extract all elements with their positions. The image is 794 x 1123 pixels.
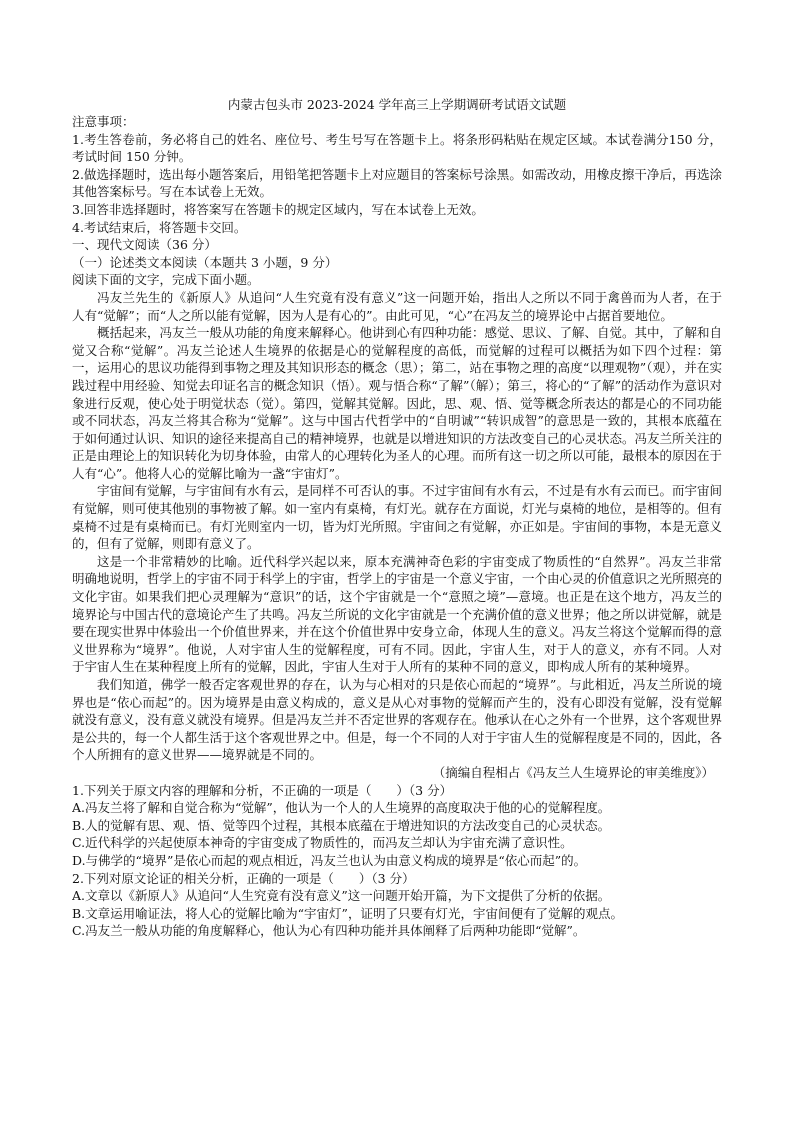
notice-item-1: 1.考生答卷前，务必将自己的姓名、座位号、考生号写在答题卡上。将条形码粘贴在规定区域。本试卷满分150 分，考试时间 150 分钟。 — [72, 131, 722, 165]
passage-paragraph-2: 概括起来，冯友兰一般从功能的角度来解释心。他讲到心有四种功能：感觉、思议、了解、自觉。其中，了解和自觉又合称“觉解”。冯友兰论述人生境界的依据是心的觉解程度的高低，而觉解的过程可以概括为如下四个过程：第一，运用心的思议功能得到事物之理及其知识形态的概念（思）；第二，站在事物之理的高度“以理观物”（观），并在实践过程中用经验、知觉去印证名言的概念知识（悟）。观与悟合称“了解”（解）；第三，将心的“了解”的活动作为意识对象进行反观，使心处于明觉状态（觉）。第四，觉解其觉解。因此，思、观、悟、觉等概念所表达的都是心的不同功能或不同状态，冯友兰将其合称为“觉解”。这与中国古代哲学中的“自明诚”“转识成智”的意思是一致的，其根本底蕴在于如何通过认识、知识的途径来提高自己的精神境界，也就是以增进知识的方法改变自己的心灵状态。冯友兰所关注的正是由理论上的知识转化为切身体验，由常人的心理转化为圣人的心理。而所有这一切之所以可能，最根本的原因在于人有“心”。他将人心的觉解比喻为一盏“宇宙灯”。 — [72, 325, 723, 481]
passage-source: （摘编自程相占《冯友兰人生境界论的审美维度》） — [432, 764, 714, 780]
question-2-option-a: A.文章以《新原人》从追问“人生究竟有没有意义”这一问题开始开篇，为下文提供了分析的依据。 — [72, 888, 611, 904]
notice-item-4: 4.考试结束后，将答题卡交回。 — [72, 219, 247, 235]
notice-heading: 注意事项： — [72, 114, 135, 129]
question-2-stem: 2.下列对原文论证的相关分析，正确的一项是（ ）（3 分） — [72, 870, 415, 886]
question-2-option-b: B.文章运用喻证法，将人心的觉解比喻为“宇宙灯”，证明了只要有灯光，宇宙间便有了觉解的观点。 — [72, 905, 623, 921]
notice-item-3: 3.回答非选择题时，将答案写在答题卡的规定区域内，写在本试卷上无效。 — [72, 201, 484, 217]
question-1-option-a: A.冯友兰将了解和自觉合称为“觉解”，他认为一个人的人生境界的高度取决于他的心的觉解程度。 — [72, 800, 611, 816]
passage-paragraph-4: 这是一个非常精妙的比喻。近代科学兴起以来，原本充满神奇色彩的宇宙变成了物质性的“自然界”。冯友兰非常明确地说明，哲学上的宇宙不同于科学上的宇宙，哲学上的宇宙是一个意义宇宙，一个由心灵的价值意识之光所照亮的文化宇宙。如果我们把心灵理解为“意识”的话，这个宇宙就是一个“意照之境”—意境。也正是在这个地方，冯友兰的境界论与中国古代的意境论产生了共鸣。冯友兰所说的文化宇宙就是一个充满价值的意义世界；他之所以讲觉解，就是要在现实世界中体验出一个价值世界来，并在这个价值世界中安身立命，体现人生的意义。冯友兰将这个觉解而得的意义世界称为“境界”。他说，人对宇宙人生的觉解程度，可有不同。因此，宇宙人生，对于人的意义，亦有不同。人对于宇宙人生在某种程度上所有的觉解，因此，宇宙人生对于人所有的某种不同的意义，即构成人所有的某种境界。 — [72, 553, 723, 675]
reading-instruction: 阅读下面的文字，完成下面小题。 — [72, 272, 260, 288]
question-1-option-b: B.人的觉解有思、观、悟、觉等四个过程，其根本底蕴在于增进知识的方法改变自己的心灵状态。 — [72, 817, 611, 833]
passage-paragraph-3: 宇宙间有觉解，与宇宙间有水有云，是同样不可否认的事。不过宇宙间有水有云，不过是有水有云而已。而宇宙间有觉解，则可使其他别的事物被了解。如一室内有桌椅，有灯光。就存在方面说，灯光与桌椅的地位，是相等的。但有桌椅不过是有桌椅而已。有灯光则室内一切，皆为灯光所照。宇宙间之有觉解，亦正如是。宇宙间的事物，本是无意义的，但有了觉解，则即有意义了。 — [72, 483, 723, 552]
question-1-stem: 1.下列关于原文内容的理解和分析，不正确的一项是（ ）（3 分） — [72, 782, 453, 798]
section-heading: 一、现代文阅读（36 分） — [72, 237, 217, 253]
notice-item-2: 2.做选择题时，选出每小题答案后，用铅笔把答题卡上对应题目的答案标号涂黑。如需改动，用橡皮擦干净后，再选涂其他答案标号。写在本试卷上无效。 — [72, 166, 722, 200]
exam-title: 内蒙古包头市 2023-2024 学年高三上学期调研考试语文试题 — [227, 97, 567, 112]
question-1-option-d: D.与佛学的“境界”是依心而起的观点相近，冯友兰也认为由意义构成的境界是“依心而起”的。 — [72, 852, 587, 868]
subsection-heading: （一）论述类文本阅读（本题共 3 小题，9 分） — [72, 254, 338, 270]
question-2-option-c: C.冯友兰一般从功能的角度解释心，他认为心有四种功能并具体阐释了后两种功能即“觉解”。 — [72, 923, 586, 939]
passage-paragraph-1: 冯友兰先生的《新原人》从追问“人生究竟有没有意义”这一问题开始，指出人之所以不同于禽兽而为人者，在于人有“觉解”；而“人之所以能有觉解，因为人是有心的”。由此可见，“心”在冯友兰的境界论中占据首要地位。 — [72, 289, 722, 323]
passage-paragraph-5: 我们知道，佛学一般否定客观世界的存在，认为与心相对的只是依心而起的“境界”。与此相近，冯友兰所说的境界也是“依心而起”的。因为境界是由意义构成的，意义是从心对事物的觉解而产生的，没有心即没有觉解，没有觉解就没有意义，没有意义就没有境界。但是冯友兰并不否定世界的客观存在。他承认在心之外有一个世界，这个客观世界是公共的，每一个人都生活于这个客观世界之中。但是，每一个不同的人对于宇宙人生的觉解程度是不同的，因此，各个人所拥有的意义世界——境界就是不同的。 — [72, 677, 723, 763]
exam-page — [72, 96, 722, 940]
question-1-option-c: C.近代科学的兴起使原本神奇的宇宙变成了物质性的，而冯友兰却认为宇宙充满了意识性。 — [72, 835, 573, 851]
